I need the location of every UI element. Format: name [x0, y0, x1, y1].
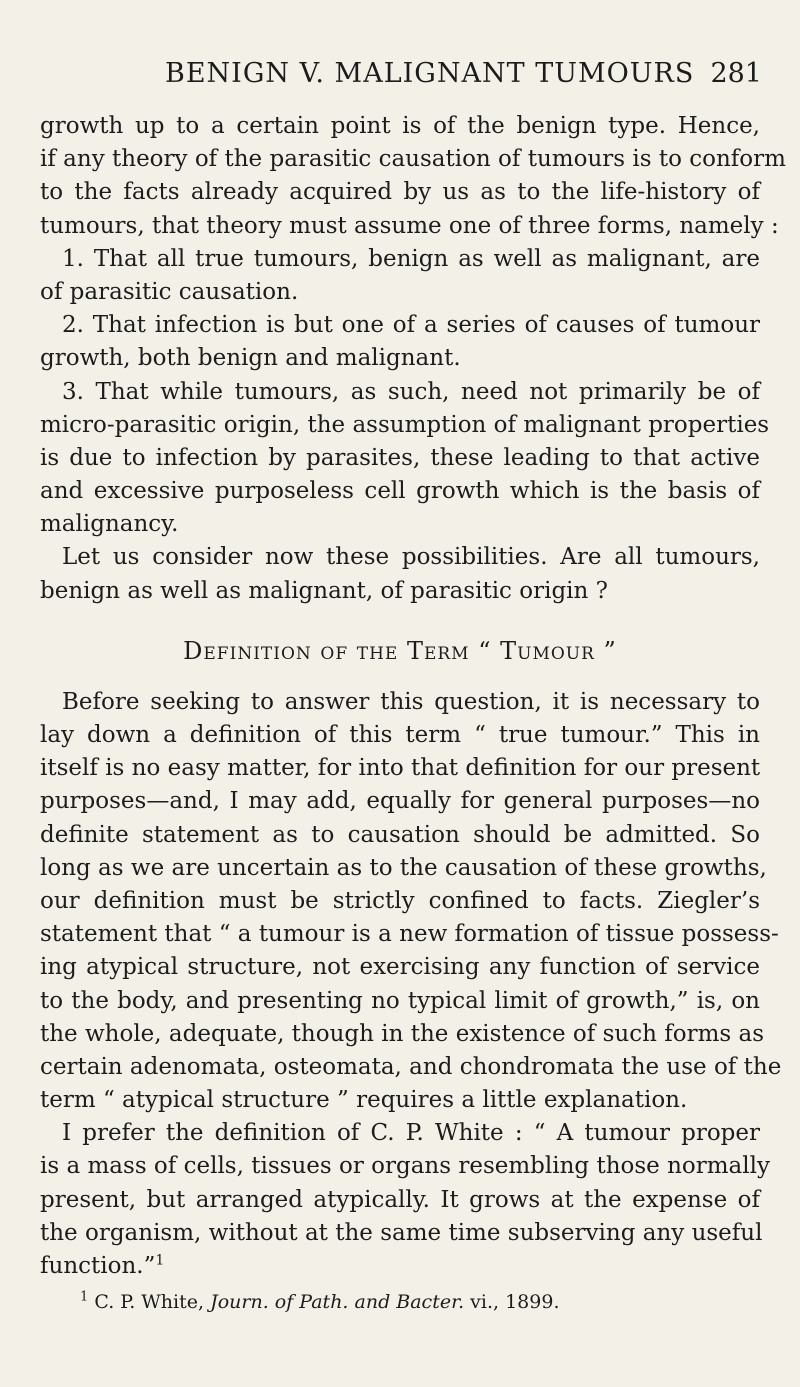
footnote-author: C. P. White,: [94, 1291, 211, 1314]
text-line: lay down a definition of this term “ true tumour.” This in: [40, 722, 760, 748]
paragraph-white-definition: [40, 1117, 770, 1283]
text-line: and excessive purposeless cell growth which is the basis of: [40, 478, 760, 505]
text-line: benign as well as malignant, of parasitic origin ?: [40, 577, 608, 604]
text-line: 2. That infection is but one of a series of causes of tumour: [62, 312, 760, 339]
text-line: Let us consider now these possibilities. Are all tumours,: [62, 544, 760, 571]
section-heading: [40, 620, 760, 682]
text-line: tumours, that theory must assume one of three forms, namely :: [40, 212, 779, 239]
text-line: the organism, without at the same time subserving any useful: [40, 1219, 763, 1246]
text-line: growth up to a certain point is of the benign type. Hence,: [40, 113, 760, 139]
footnote-mark: 1: [80, 1289, 89, 1305]
text-line: is due to infection by parasites, these leading to that active: [40, 444, 760, 471]
text-line: [40, 1250, 760, 1283]
text-line: statement that “ a tumour is a new formation of tissue possess-: [40, 921, 779, 948]
text-line: I prefer the definition of C. P. White : “ A tumour proper: [62, 1120, 760, 1147]
footnote: [40, 1287, 760, 1317]
text-line: micro-parasitic origin, the assumption of malignant properties: [40, 411, 770, 438]
running-head: [0, 58, 800, 98]
text-line: long as we are uncertain as to the causation of these growths,: [40, 854, 767, 881]
text-line: to the facts already acquired by us as to the life-history of: [40, 179, 760, 206]
text-line: our definition must be strictly confined to facts. Ziegler’s: [40, 887, 760, 914]
text-line: malignancy.: [40, 511, 179, 538]
text-line: the whole, adequate, though in the existence of such forms as: [40, 1020, 765, 1047]
text-line: term “ atypical structure ” requires a little explanation.: [40, 1087, 688, 1114]
text-line: 1. That all true tumours, benign as well as malignant, are: [62, 245, 760, 272]
text-line: Before seeking to answer this question, it is necessary to: [62, 688, 760, 715]
text-line: definite statement as to causation should be admitted. So: [40, 821, 760, 848]
list-item-1: [40, 243, 760, 309]
running-title: BENIGN V. MALIGNANT TUMOURS: [165, 58, 695, 89]
text-line: if any theory of the parasitic causation of tumours is to conform: [40, 146, 786, 173]
paragraph-intro: [40, 110, 786, 243]
footnote-journal: Journ. of Path. and Bacter.: [210, 1291, 465, 1314]
text-line: to the body, and presenting no typical limit of growth,” is, on: [40, 987, 760, 1014]
footnote-reference[interactable]: 1: [155, 1252, 165, 1269]
text-line: purposes—and, I may add, equally for general purposes—no: [40, 788, 760, 815]
list-item-2: [40, 309, 760, 375]
text-line: certain adenomata, osteomata, and chondromata the use of the: [40, 1053, 782, 1080]
section-heading-text: Definition of the Term “ Tumour ”: [183, 636, 617, 665]
list-item-3: [40, 376, 770, 542]
footnote-volume: vi., 1899.: [464, 1291, 560, 1314]
text-fragment: function.”: [40, 1253, 156, 1279]
text-line: itself is no easy matter, for into that definition for our present: [40, 755, 761, 782]
text-line: of parasitic causation.: [40, 278, 299, 305]
paragraph-question: [40, 541, 760, 607]
text-line: present, but arranged atypically. It grows at the expense of: [40, 1186, 760, 1213]
page-number: 281: [710, 58, 762, 89]
text-line: 3. That while tumours, as such, need not primarily be of: [62, 378, 760, 405]
text-line: ing atypical structure, not exercising any function of service: [40, 954, 760, 981]
paragraph-definition: [40, 686, 782, 1117]
body-text: [40, 110, 786, 1317]
text-line: growth, both benign and malignant.: [40, 345, 461, 372]
text-line: is a mass of cells, tissues or organs resembling those normally: [40, 1153, 770, 1180]
